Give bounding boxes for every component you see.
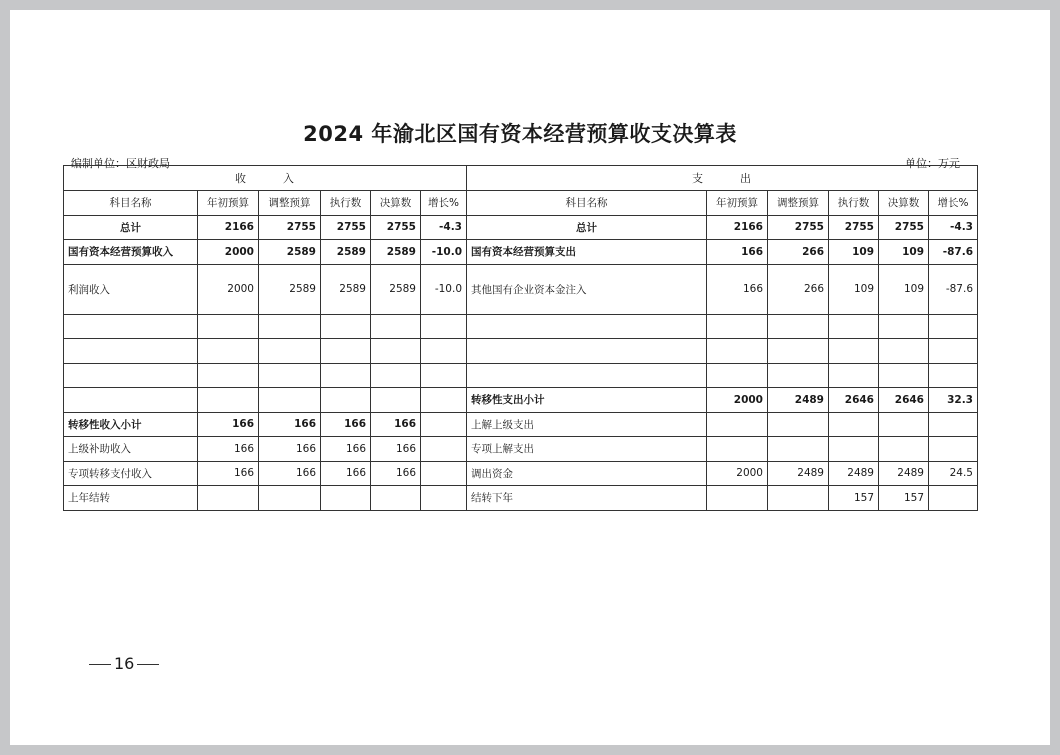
expense-value-cell: -4.3 [929, 215, 978, 240]
income-value-cell: 2589 [321, 240, 371, 265]
income-value-cell: 166 [198, 461, 259, 486]
expense-value-cell: 2489 [829, 461, 879, 486]
income-value-cell [371, 388, 421, 413]
expense-value-cell [829, 363, 879, 388]
expense-value-cell: 166 [707, 264, 768, 314]
income-value-cell: 2166 [198, 215, 259, 240]
expense-value-cell: 266 [768, 240, 829, 265]
income-value-cell: 166 [321, 437, 371, 462]
expense-value-cell: 2755 [768, 215, 829, 240]
income-value-cell [259, 363, 321, 388]
income-value-cell: -10.0 [421, 264, 467, 314]
footer-dash-right [137, 664, 159, 665]
table-row [64, 437, 978, 462]
income-value-cell [198, 314, 259, 339]
income-value-cell: 166 [321, 412, 371, 437]
expense-item-name: 总计 [467, 215, 707, 240]
income-value-cell [321, 388, 371, 413]
income-value-cell [421, 486, 467, 511]
income-value-cell [371, 363, 421, 388]
budget-table [63, 165, 978, 511]
expense-value-cell [707, 314, 768, 339]
income-value-cell [421, 461, 467, 486]
expense-value-cell [929, 486, 978, 511]
expense-value-cell: 2755 [829, 215, 879, 240]
income-item-name: 利润收入 [64, 264, 198, 314]
income-value-cell: 2589 [259, 264, 321, 314]
expense-value-cell [829, 339, 879, 364]
income-item-name: 专项转移支付收入 [64, 461, 198, 486]
income-value-cell: 166 [371, 461, 421, 486]
expense-value-cell: 109 [879, 240, 929, 265]
income-value-cell [371, 314, 421, 339]
expense-item-name [467, 314, 707, 339]
table-row [64, 240, 978, 265]
income-value-cell: 2000 [198, 264, 259, 314]
income-value-cell [421, 412, 467, 437]
expense-value-cell: 2489 [768, 461, 829, 486]
expense-value-cell: 32.3 [929, 388, 978, 413]
expense-value-cell [768, 314, 829, 339]
income-value-cell [421, 388, 467, 413]
expense-value-cell: 266 [768, 264, 829, 314]
income-value-cell: 166 [371, 437, 421, 462]
table-row [64, 314, 978, 339]
expense-value-cell [829, 437, 879, 462]
expense-value-cell [929, 314, 978, 339]
income-value-cell [259, 314, 321, 339]
expense-value-cell [707, 363, 768, 388]
income-value-cell: 2755 [371, 215, 421, 240]
expense-section-header: 支 出 [467, 166, 978, 191]
expense-value-cell: 157 [829, 486, 879, 511]
expense-item-name: 上解上级支出 [467, 412, 707, 437]
section-header-row [64, 166, 978, 191]
income-value-cell: 166 [259, 412, 321, 437]
table-row [64, 486, 978, 511]
table-row [64, 264, 978, 314]
income-item-name: 转移性收入小计 [64, 412, 198, 437]
column-header-row [64, 191, 978, 216]
table-row [64, 412, 978, 437]
column-header: 调整预算 [768, 191, 829, 216]
expense-value-cell: -87.6 [929, 264, 978, 314]
expense-value-cell: 2000 [707, 461, 768, 486]
income-item-name: 上年结转 [64, 486, 198, 511]
income-value-cell [421, 339, 467, 364]
income-value-cell [321, 486, 371, 511]
income-value-cell [421, 437, 467, 462]
income-value-cell [321, 339, 371, 364]
income-value-cell [198, 486, 259, 511]
expense-value-cell [879, 363, 929, 388]
expense-item-name: 专项上解支出 [467, 437, 707, 462]
expense-value-cell [768, 363, 829, 388]
income-value-cell [259, 339, 321, 364]
income-item-name: 上级补助收入 [64, 437, 198, 462]
column-header: 执行数 [321, 191, 371, 216]
column-header: 科目名称 [64, 191, 198, 216]
expense-value-cell [929, 339, 978, 364]
income-value-cell: -10.0 [421, 240, 467, 265]
expense-value-cell: -87.6 [929, 240, 978, 265]
table-row [64, 461, 978, 486]
page-number: 16 [114, 654, 135, 673]
expense-value-cell [768, 339, 829, 364]
income-value-cell: 166 [321, 461, 371, 486]
column-header: 增长% [421, 191, 467, 216]
column-header: 年初预算 [198, 191, 259, 216]
expense-item-name: 国有资本经营预算支出 [467, 240, 707, 265]
column-header: 年初预算 [707, 191, 768, 216]
expense-value-cell: 2166 [707, 215, 768, 240]
expense-value-cell [707, 437, 768, 462]
expense-value-cell [929, 363, 978, 388]
expense-item-name: 其他国有企业资本金注入 [467, 264, 707, 314]
expense-value-cell: 109 [829, 264, 879, 314]
income-value-cell [321, 363, 371, 388]
expense-value-cell: 24.5 [929, 461, 978, 486]
income-value-cell [371, 339, 421, 364]
expense-value-cell [929, 437, 978, 462]
column-header: 执行数 [829, 191, 879, 216]
column-header: 决算数 [879, 191, 929, 216]
expense-value-cell: 109 [829, 240, 879, 265]
income-value-cell: 166 [198, 437, 259, 462]
expense-value-cell [879, 412, 929, 437]
income-value-cell: -4.3 [421, 215, 467, 240]
expense-value-cell: 2646 [829, 388, 879, 413]
expense-value-cell: 2489 [879, 461, 929, 486]
income-value-cell: 166 [198, 412, 259, 437]
income-value-cell: 2589 [321, 264, 371, 314]
document-title: 2024 年渝北区国有资本经营预算收支决算表 [303, 122, 737, 146]
expense-value-cell [707, 412, 768, 437]
column-header: 决算数 [371, 191, 421, 216]
expense-item-name [467, 339, 707, 364]
unit-label: 单位：万元 [905, 157, 960, 170]
income-value-cell [371, 486, 421, 511]
expense-value-cell: 157 [879, 486, 929, 511]
income-value-cell: 166 [259, 437, 321, 462]
expense-value-cell [768, 437, 829, 462]
income-item-name: 总计 [64, 215, 198, 240]
expense-item-name: 结转下年 [467, 486, 707, 511]
table-row [64, 339, 978, 364]
footer-dash-left [89, 664, 111, 665]
expense-value-cell [768, 486, 829, 511]
income-item-name: 国有资本经营预算收入 [64, 240, 198, 265]
column-header: 调整预算 [259, 191, 321, 216]
income-value-cell: 2755 [321, 215, 371, 240]
income-item-name [64, 388, 198, 413]
expense-item-name [467, 363, 707, 388]
income-value-cell: 2755 [259, 215, 321, 240]
expense-value-cell: 2755 [879, 215, 929, 240]
expense-value-cell: 2000 [707, 388, 768, 413]
expense-item-name: 调出资金 [467, 461, 707, 486]
expense-value-cell [879, 314, 929, 339]
column-header: 增长% [929, 191, 978, 216]
income-value-cell [259, 388, 321, 413]
expense-value-cell [829, 412, 879, 437]
income-item-name [64, 363, 198, 388]
income-item-name [64, 339, 198, 364]
expense-value-cell: 166 [707, 240, 768, 265]
expense-value-cell: 109 [879, 264, 929, 314]
org-label: 编制单位：区财政局 [71, 157, 170, 170]
expense-value-cell [879, 339, 929, 364]
income-value-cell [259, 486, 321, 511]
page-footer [86, 654, 162, 673]
expense-value-cell [707, 339, 768, 364]
income-value-cell: 166 [259, 461, 321, 486]
income-value-cell: 166 [371, 412, 421, 437]
income-value-cell [421, 314, 467, 339]
expense-value-cell: 2646 [879, 388, 929, 413]
income-value-cell: 2589 [259, 240, 321, 265]
income-value-cell [198, 388, 259, 413]
income-value-cell: 2589 [371, 240, 421, 265]
expense-value-cell [929, 412, 978, 437]
income-item-name [64, 314, 198, 339]
income-value-cell: 2000 [198, 240, 259, 265]
expense-item-name: 转移性支出小计 [467, 388, 707, 413]
expense-value-cell [768, 412, 829, 437]
table-row [64, 363, 978, 388]
income-section-header: 收 入 [64, 166, 467, 191]
expense-value-cell [707, 486, 768, 511]
expense-value-cell: 2489 [768, 388, 829, 413]
income-value-cell [421, 363, 467, 388]
income-value-cell [198, 339, 259, 364]
table-row [64, 215, 978, 240]
expense-value-cell [829, 314, 879, 339]
table-row [64, 388, 978, 413]
income-value-cell: 2589 [371, 264, 421, 314]
expense-value-cell [879, 437, 929, 462]
column-header: 科目名称 [467, 191, 707, 216]
income-value-cell [198, 363, 259, 388]
income-value-cell [321, 314, 371, 339]
